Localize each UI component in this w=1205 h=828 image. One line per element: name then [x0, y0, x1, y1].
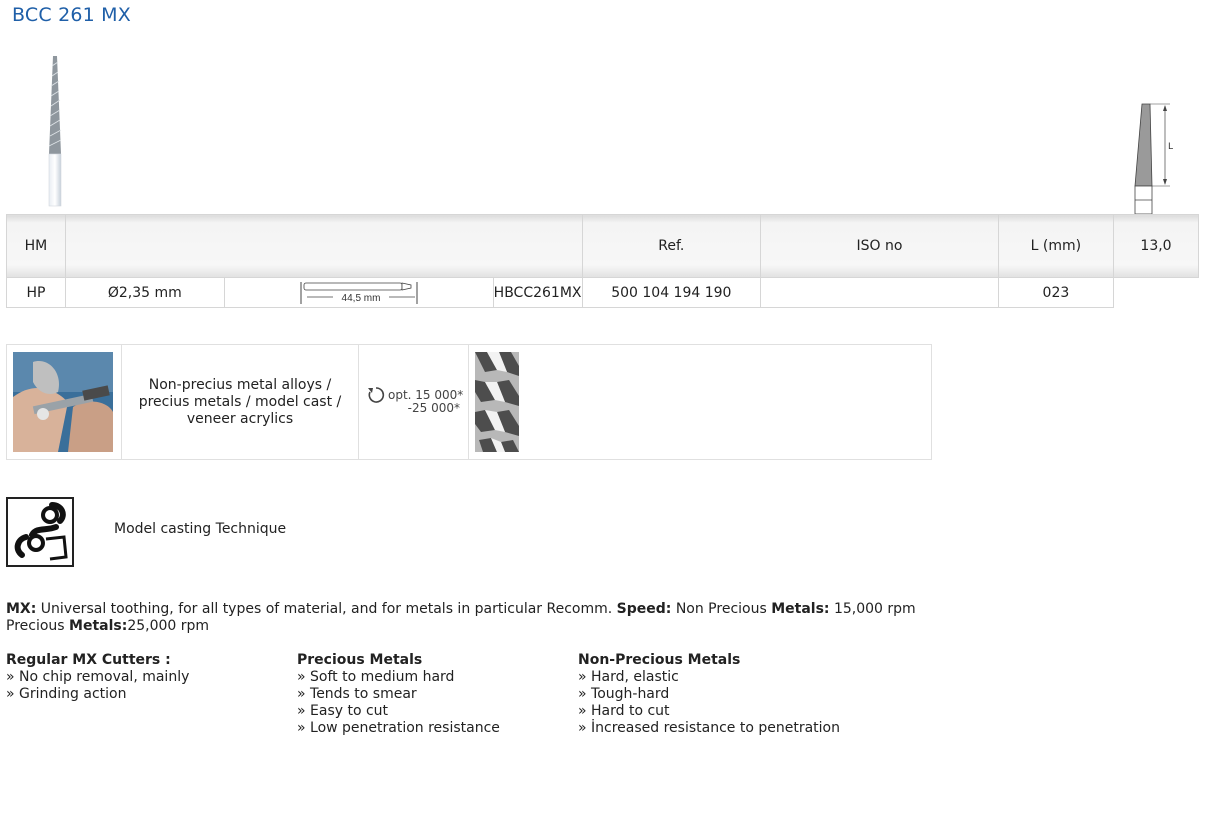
cell-blank [761, 278, 999, 308]
column-heading: Non-Precious Metals [578, 652, 741, 668]
length-diagram-icon [299, 280, 419, 306]
speed-optimal: opt. 15 000* [388, 388, 464, 402]
metals-text-2: 25,000 rpm [127, 618, 210, 634]
table-row [7, 278, 1199, 308]
cell-iso: 500 104 194 190 [582, 278, 761, 308]
cell-shank: HP [7, 278, 66, 308]
application-photo [13, 352, 113, 452]
metals-key-1: Metals: [771, 601, 830, 617]
rotation-icon [367, 386, 385, 404]
column-heading: Precious Metals [297, 652, 423, 668]
column-precious-metals [297, 652, 500, 737]
cell-diameter: Ø2,35 mm [65, 278, 224, 308]
application-photo-cell [7, 345, 122, 459]
cell-ref: HBCC261MX [493, 278, 582, 308]
list-item: » No chip removal, mainly [6, 669, 190, 685]
metals-text-1: 15,000 rpm Precious [6, 601, 916, 634]
speed-key: Speed: [616, 601, 672, 617]
column-heading: Regular MX Cutters : [6, 652, 171, 668]
cell-total-length [224, 278, 493, 308]
header-material: HM [7, 215, 66, 278]
product-title: BCC 261 MX [12, 4, 131, 26]
column-regular-mx [6, 652, 189, 703]
header-length-value: 13,0 [1114, 215, 1199, 278]
spec-table [6, 214, 1199, 308]
cutting-pattern-cell [469, 345, 931, 459]
dimension-drawing [1128, 100, 1180, 215]
list-item: » Hard, elastic [578, 669, 679, 685]
header-iso: ISO no [761, 215, 999, 278]
application-materials-cell [122, 345, 359, 459]
list-item: » Tends to smear [297, 686, 417, 702]
bur-image [40, 54, 70, 209]
model-casting-icon [6, 497, 74, 567]
cell-size: 023 [998, 278, 1113, 308]
list-item: » Easy to cut [297, 703, 389, 719]
list-item: » Low penetration resistance [297, 720, 500, 736]
cutting-pattern-image [475, 352, 519, 452]
column-non-precious-metals [578, 652, 840, 737]
header-blank [65, 215, 582, 278]
mx-description [6, 601, 946, 635]
speed-text: Non Precious [671, 601, 772, 617]
length-value: 44,5 mm [341, 292, 381, 304]
list-item: » İncreased resistance to penetration [578, 720, 840, 736]
application-box [6, 344, 932, 460]
mx-text: Universal toothing, for all types of material, and for metals in particular Recomm. [36, 601, 617, 617]
list-item: » Tough-hard [578, 686, 670, 702]
list-item: » Soft to medium hard [297, 669, 455, 685]
speed-cell [359, 345, 469, 459]
spec-table-header-row [7, 215, 1199, 278]
application-materials: Non-precius metal alloys / precius metals / model cast / veneer acrylics [138, 376, 342, 427]
metals-key-2: Metals: [69, 618, 128, 634]
speed-range: -25 000* [407, 401, 460, 415]
technique-label: Model casting Technique [114, 521, 287, 537]
header-ref: Ref. [582, 215, 761, 278]
list-item: » Hard to cut [578, 703, 670, 719]
list-item: » Grinding action [6, 686, 127, 702]
dimension-label: L [1168, 142, 1174, 152]
header-length: L (mm) [998, 215, 1113, 278]
mx-key: MX: [6, 601, 37, 617]
